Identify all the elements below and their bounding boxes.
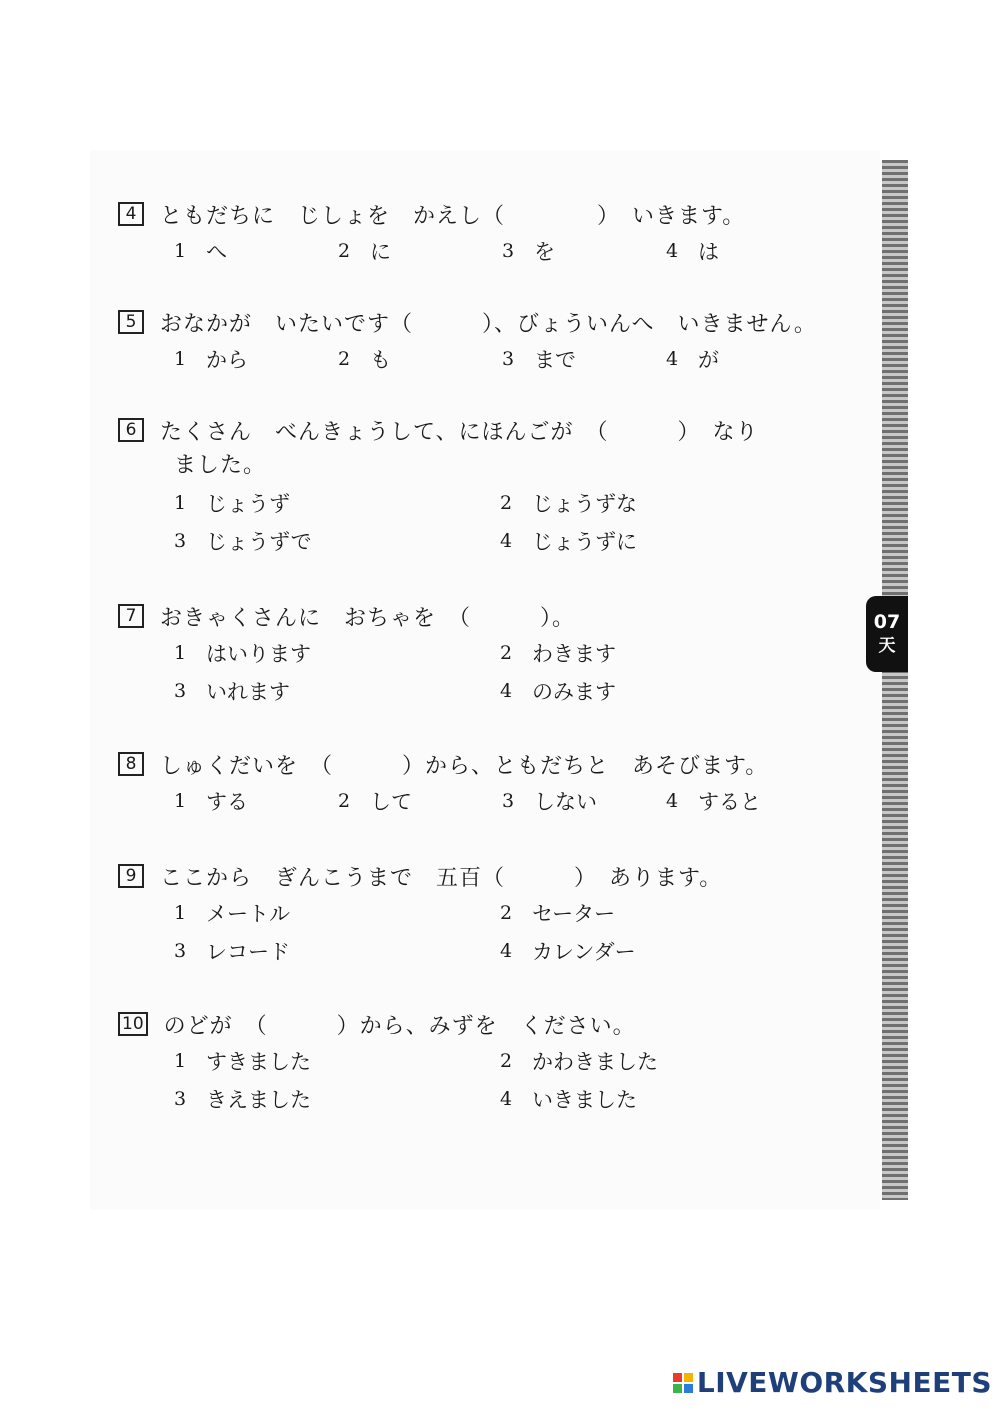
answer-option-3[interactable] bbox=[174, 936, 500, 966]
question-4 bbox=[118, 196, 858, 270]
answer-option-3[interactable] bbox=[174, 1084, 500, 1114]
answer-options-row bbox=[174, 522, 858, 560]
question-text: のどが （ ）から、みずを ください。 bbox=[163, 1013, 636, 1039]
question-line bbox=[118, 598, 858, 634]
question-line bbox=[118, 196, 858, 232]
option-number: 2 bbox=[338, 348, 351, 370]
option-text: きえました bbox=[206, 1088, 311, 1112]
answer-option-2[interactable] bbox=[338, 236, 502, 266]
option-text: じょうずで bbox=[206, 530, 312, 554]
answer-option-4[interactable] bbox=[666, 344, 830, 374]
option-text: わきます bbox=[532, 642, 616, 666]
option-number: 4 bbox=[666, 348, 679, 370]
answer-option-4[interactable] bbox=[500, 936, 826, 966]
option-text: まで bbox=[534, 348, 576, 372]
answer-options-row bbox=[174, 484, 858, 522]
option-number: 3 bbox=[174, 1088, 187, 1110]
option-number: 1 bbox=[174, 790, 187, 812]
option-number: 1 bbox=[174, 1050, 187, 1072]
option-number: 2 bbox=[500, 642, 513, 664]
question-text: たくさん べんきょうして、にほんごが （ ） なり bbox=[160, 419, 759, 445]
option-text: カレンダー bbox=[532, 940, 636, 964]
answer-option-1[interactable] bbox=[174, 344, 338, 374]
answer-option-2[interactable] bbox=[500, 488, 826, 518]
answer-options-row bbox=[174, 1042, 858, 1080]
option-number: 3 bbox=[174, 680, 187, 702]
day-tab-unit: 天 bbox=[878, 636, 896, 656]
answer-option-4[interactable] bbox=[500, 676, 826, 706]
answer-option-3[interactable] bbox=[174, 676, 500, 706]
option-number: 2 bbox=[500, 1050, 513, 1072]
question-6 bbox=[118, 412, 858, 560]
option-number: 4 bbox=[666, 790, 679, 812]
liveworksheets-watermark bbox=[673, 1366, 992, 1399]
question-9 bbox=[118, 858, 858, 970]
side-striped-bar bbox=[882, 160, 908, 1200]
question-text: おきゃくさんに おちゃを （ ）。 bbox=[160, 605, 576, 631]
question-number: 7 bbox=[118, 604, 144, 628]
option-number: 4 bbox=[500, 530, 513, 552]
option-text: が bbox=[698, 348, 719, 372]
option-text: しない bbox=[534, 790, 597, 814]
watermark-text: LIVEWORKSHEETS bbox=[696, 1366, 992, 1399]
answer-option-1[interactable] bbox=[174, 638, 500, 668]
answer-option-1[interactable] bbox=[174, 236, 338, 266]
option-text: かわきました bbox=[532, 1050, 658, 1074]
answer-option-1[interactable] bbox=[174, 898, 500, 928]
question-number: 5 bbox=[118, 310, 144, 334]
question-line bbox=[118, 1006, 858, 1042]
option-text: じょうず bbox=[206, 492, 290, 516]
answer-options-row bbox=[174, 672, 858, 710]
day-tab-number: 07 bbox=[873, 611, 901, 633]
option-text: して bbox=[370, 790, 412, 814]
answer-option-3[interactable] bbox=[502, 344, 666, 374]
answer-option-4[interactable] bbox=[500, 526, 826, 556]
answer-options-row bbox=[174, 894, 858, 932]
question-line bbox=[118, 412, 858, 448]
option-number: 4 bbox=[666, 240, 679, 262]
answer-option-1[interactable] bbox=[174, 1046, 500, 1076]
answer-option-1[interactable] bbox=[174, 786, 338, 816]
option-text: へ bbox=[206, 240, 227, 264]
answer-option-2[interactable] bbox=[500, 638, 826, 668]
answer-options-row bbox=[174, 782, 858, 820]
answer-options-row bbox=[174, 340, 858, 378]
option-text: すきました bbox=[206, 1050, 311, 1074]
option-text: から bbox=[206, 348, 248, 372]
option-number: 2 bbox=[338, 790, 351, 812]
day-tab bbox=[866, 596, 908, 672]
answer-options-row bbox=[174, 232, 858, 270]
option-text: は bbox=[698, 240, 719, 264]
option-number: 3 bbox=[174, 940, 187, 962]
option-text: のみます bbox=[532, 680, 616, 704]
question-text: ここから ぎんこうまで 五百（ ） あります。 bbox=[160, 865, 723, 891]
option-text: セーター bbox=[532, 902, 616, 926]
answer-option-3[interactable] bbox=[502, 236, 666, 266]
option-text: いれます bbox=[206, 680, 290, 704]
option-text: いきました bbox=[532, 1088, 637, 1112]
answer-options-row bbox=[174, 1080, 858, 1118]
question-number: 4 bbox=[118, 202, 144, 226]
answer-option-3[interactable] bbox=[502, 786, 666, 816]
answer-option-4[interactable] bbox=[500, 1084, 826, 1114]
option-text: レコード bbox=[206, 940, 290, 964]
answer-option-3[interactable] bbox=[174, 526, 500, 556]
answer-option-2[interactable] bbox=[500, 1046, 826, 1076]
option-text: する bbox=[206, 790, 248, 814]
answer-option-2[interactable] bbox=[500, 898, 826, 928]
option-number: 4 bbox=[500, 940, 513, 962]
answer-option-2[interactable] bbox=[338, 786, 502, 816]
option-text: じょうずな bbox=[532, 492, 637, 516]
question-line bbox=[118, 304, 858, 340]
question-text: おなかが いたいです（ ）、びょういんへ いきません。 bbox=[160, 311, 817, 337]
answer-options-row bbox=[174, 634, 858, 672]
question-line bbox=[118, 858, 858, 894]
question-number: 10 bbox=[118, 1012, 148, 1036]
question-number: 6 bbox=[118, 418, 144, 442]
option-text: すると bbox=[698, 790, 761, 814]
option-number: 3 bbox=[502, 790, 515, 812]
option-number: 2 bbox=[500, 902, 513, 924]
option-number: 4 bbox=[500, 1088, 513, 1110]
question-text: しゅくだいを （ ）から、ともだちと あそびます。 bbox=[160, 753, 769, 779]
option-number: 2 bbox=[338, 240, 351, 262]
question-5 bbox=[118, 304, 858, 378]
option-number: 1 bbox=[174, 902, 187, 924]
question-7 bbox=[118, 598, 858, 710]
option-text: を bbox=[534, 240, 555, 264]
answer-option-4[interactable] bbox=[666, 786, 830, 816]
answer-option-2[interactable] bbox=[338, 344, 502, 374]
option-number: 4 bbox=[500, 680, 513, 702]
answer-option-1[interactable] bbox=[174, 488, 500, 518]
option-text: に bbox=[370, 240, 391, 264]
option-number: 3 bbox=[502, 348, 515, 370]
option-number: 1 bbox=[174, 348, 187, 370]
question-text-continued: ました。 bbox=[174, 453, 267, 478]
option-number: 3 bbox=[174, 530, 187, 552]
option-text: も bbox=[370, 348, 391, 372]
option-text: はいります bbox=[206, 642, 311, 666]
question-10 bbox=[118, 1006, 858, 1118]
option-number: 1 bbox=[174, 492, 187, 514]
question-8 bbox=[118, 746, 858, 820]
question-number: 9 bbox=[118, 864, 144, 888]
question-line bbox=[118, 746, 858, 782]
answer-options-row bbox=[174, 932, 858, 970]
option-number: 3 bbox=[502, 240, 515, 262]
option-number: 1 bbox=[174, 642, 187, 664]
question-text: ともだちに じしょを かえし（ ） いきます。 bbox=[160, 203, 746, 229]
liveworksheets-logo-icon bbox=[673, 1373, 693, 1393]
option-number: 2 bbox=[500, 492, 513, 514]
option-number: 1 bbox=[174, 240, 187, 262]
answer-option-4[interactable] bbox=[666, 236, 830, 266]
question-number: 8 bbox=[118, 752, 144, 776]
option-text: メートル bbox=[206, 902, 290, 926]
option-text: じょうずに bbox=[532, 530, 637, 554]
